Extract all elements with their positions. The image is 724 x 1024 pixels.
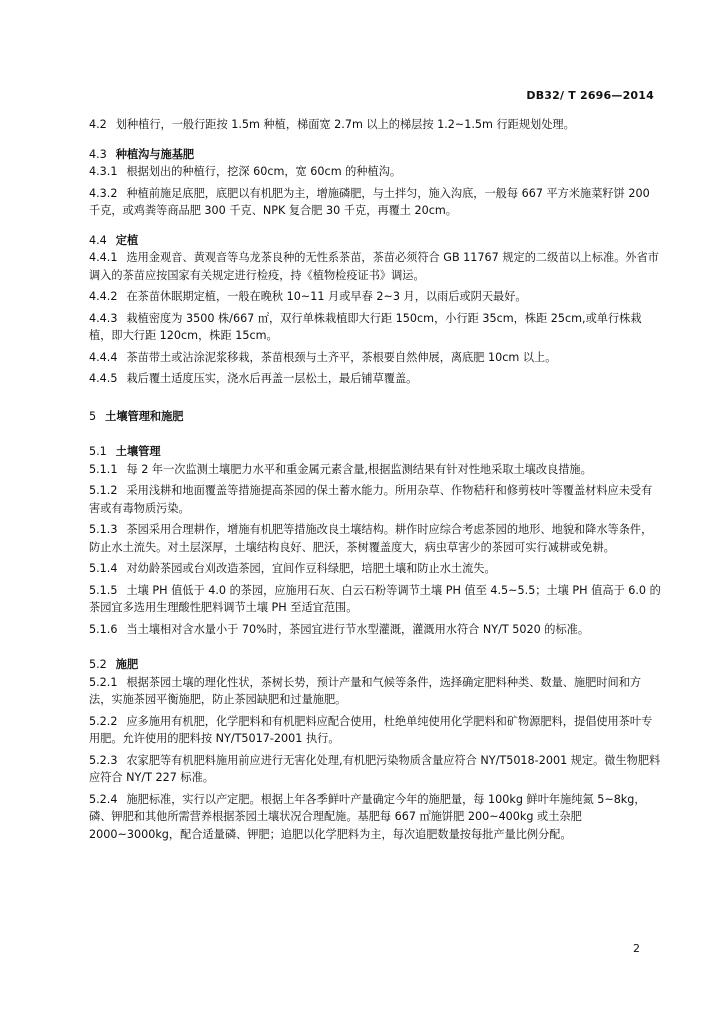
clause-number: 5.2.2 <box>89 714 118 728</box>
clause-paragraph <box>89 249 661 284</box>
clause-number: 4.4.5 <box>89 372 118 385</box>
clause-number: 4.4 <box>89 233 107 247</box>
clause-text: 在茶苗休眠期定植，一般在晚秋 10~11 月或早春 2~3 月，以雨后或阴天最好。 <box>126 290 527 303</box>
clause-text: 划种植行，一般行距按 1.5m 种植，梯面宽 2.7m 以上的梯层按 1.2~1.5m 行距规划处理。 <box>115 118 575 131</box>
subsection-heading <box>89 146 661 164</box>
clause-number: 4.3.2 <box>89 186 118 200</box>
clause-paragraph <box>89 560 661 578</box>
clause-text: 栽植密度为 3500 株/667 ㎡，双行单株栽植即大行距 150cm，小行距 35cm，株距 25cm,或单行株栽植，即大行距 120cm，株距 15cm。 <box>89 311 642 342</box>
clause-paragraph <box>89 674 661 709</box>
clause-number: 5.1.6 <box>89 622 118 636</box>
clause-text: 种植沟与施基肥 <box>115 147 195 161</box>
clause-number: 4.4.1 <box>89 251 118 264</box>
clause-paragraph <box>89 621 661 639</box>
clause-text: 根据划出的种植行，挖深 60cm，宽 60cm 的种植沟。 <box>126 165 402 178</box>
clause-text: 种植前施足底肥，底肥以有机肥为主，增施磷肥，与土拌匀，施入沟底，一般每 667 平方米施菜籽饼 200 千克，或鸡粪等商品肥 300 千克、NPK 复合肥 30 千克，再覆土 20cm。 <box>89 186 650 217</box>
subsection-heading <box>89 656 661 674</box>
clause-text: 施肥 <box>115 658 139 671</box>
clause-text: 茶苗带土或沾涂泥浆移栽，茶苗根颈与土齐平，茶根要自然伸展，离底肥 10cm 以上。 <box>126 350 557 364</box>
clause-paragraph <box>89 713 661 748</box>
page-number: 2 <box>633 942 640 955</box>
clause-number: 5 <box>89 409 97 423</box>
clause-text: 选用金观音、黄观音等乌龙茶良种的无性系茶苗，茶苗必须符合 GB 11767 规定的二级苗以上标准。外省市调入的茶苗应按国家有关规定进行检疫，持《植物检疫证书》调运。 <box>89 251 659 282</box>
document-body <box>89 116 661 843</box>
clause-text: 当土壤相对含水量小于 70%时，茶园宜进行节水型灌溉，灌溉用水符合 NY/T 5020 的标准。 <box>126 622 590 636</box>
clause-paragraph <box>89 521 661 556</box>
subsection-heading <box>89 443 661 461</box>
clause-text: 每 2 年一次监测土壤肥力水平和重金属元素含量,根据监测结果有针对性地采取土壤改良措施。 <box>126 462 592 476</box>
clause-number: 4.4.4 <box>89 350 118 364</box>
clause-number: 4.4.3 <box>89 311 118 325</box>
clause-number: 5.1 <box>89 445 107 458</box>
clause-text: 应多施用有机肥，化学肥料和有机肥料应配合使用，杜绝单纯使用化学肥料和矿物源肥料，提倡使用茶叶专用肥。允许使用的肥料按 NY/T5017-2001 执行。 <box>89 714 653 745</box>
clause-number: 4.4.2 <box>89 290 118 303</box>
section-heading <box>89 408 661 426</box>
subsection-heading <box>89 232 661 250</box>
clause-paragraph <box>89 582 661 617</box>
clause-number: 5.2.1 <box>89 675 118 689</box>
clause-text: 土壤管理和施肥 <box>105 409 184 423</box>
clause-number: 5.2.4 <box>89 792 118 806</box>
standard-code: DB32/ T 2696—2014 <box>526 89 654 102</box>
clause-number: 5.1.1 <box>89 462 118 476</box>
clause-text: 栽后覆土适度压实，浇水后再盖一层松土，最后铺草覆盖。 <box>126 372 418 385</box>
clause-number: 5.1.3 <box>89 523 118 536</box>
clause-number: 5.1.4 <box>89 562 118 575</box>
clause-text: 茶园采用合理耕作，增施有机肥等措施改良土壤结构。耕作时应综合考虑茶园的地形、地貌和降水等条件，防止水土流失。对土层深厚，土壤结构良好、肥沃，茶树覆盖度大，病虫草害少的茶园可实行减耕或免耕。 <box>89 523 653 554</box>
clause-text: 对幼龄茶园或台刈改造茶园，宜间作豆科绿肥，培肥土壤和防止水土流失。 <box>126 562 496 575</box>
clause-number: 4.3 <box>89 147 107 161</box>
clause-paragraph <box>89 116 661 134</box>
clause-paragraph <box>89 349 661 367</box>
clause-text: 采用浅耕和地面覆盖等措施提高茶园的保土蓄水能力。所用杂草、作物秸秆和修剪枝叶等覆盖材料应未受有害或有毒物质污染。 <box>89 484 653 515</box>
clause-number: 4.3.1 <box>89 165 118 178</box>
clause-number: 5.1.2 <box>89 484 118 497</box>
clause-paragraph <box>89 370 661 388</box>
clause-text: 土壤 PH 值低于 4.0 的茶园，应施用石灰、白云石粉等调节土壤 PH 值至 4.5~5.5；土壤 PH 值高于 6.0 的茶园宜多选用生理酸性肥料调节土壤 PH 至适宜范围。 <box>89 583 661 614</box>
clause-paragraph <box>89 163 661 181</box>
clause-number: 5.2 <box>89 658 107 671</box>
clause-text: 农家肥等有机肥料施用前应进行无害化处理,有机肥污染物质含量应符合 NY/T5018-2001 规定。微生物肥料应符合 NY/T 227 标准。 <box>89 753 661 784</box>
clause-paragraph <box>89 461 661 479</box>
clause-text: 施肥标准，实行以产定肥。根据上年各季鲜叶产量确定今年的施肥量，每 100kg 鲜叶年施纯氮 5~8kg，磷、钾肥和其他所需营养根据茶园土壤状况合理配施。基肥每 667 ㎡施饼肥 200~400kg 或土杂肥 2000~3000kg，配合适量磷、钾肥；追肥以化学肥料为主，每次追肥数量按每批产量比例分配。 <box>89 792 646 841</box>
clause-text: 土壤管理 <box>115 445 161 458</box>
clause-paragraph <box>89 185 661 220</box>
clause-paragraph <box>89 791 661 844</box>
clause-paragraph <box>89 288 661 306</box>
clause-paragraph <box>89 482 661 517</box>
clause-number: 4.2 <box>89 118 107 131</box>
clause-paragraph <box>89 752 661 787</box>
clause-number: 5.1.5 <box>89 583 118 597</box>
clause-number: 5.2.3 <box>89 753 118 767</box>
clause-text: 定植 <box>115 233 139 247</box>
clause-text: 根据茶园土壤的理化性状，茶树长势，预计产量和气候等条件，选择确定肥料种类、数量、施肥时间和方法，实施茶园平衡施肥，防止茶园缺肥和过量施肥。 <box>89 675 642 706</box>
clause-paragraph <box>89 310 661 345</box>
